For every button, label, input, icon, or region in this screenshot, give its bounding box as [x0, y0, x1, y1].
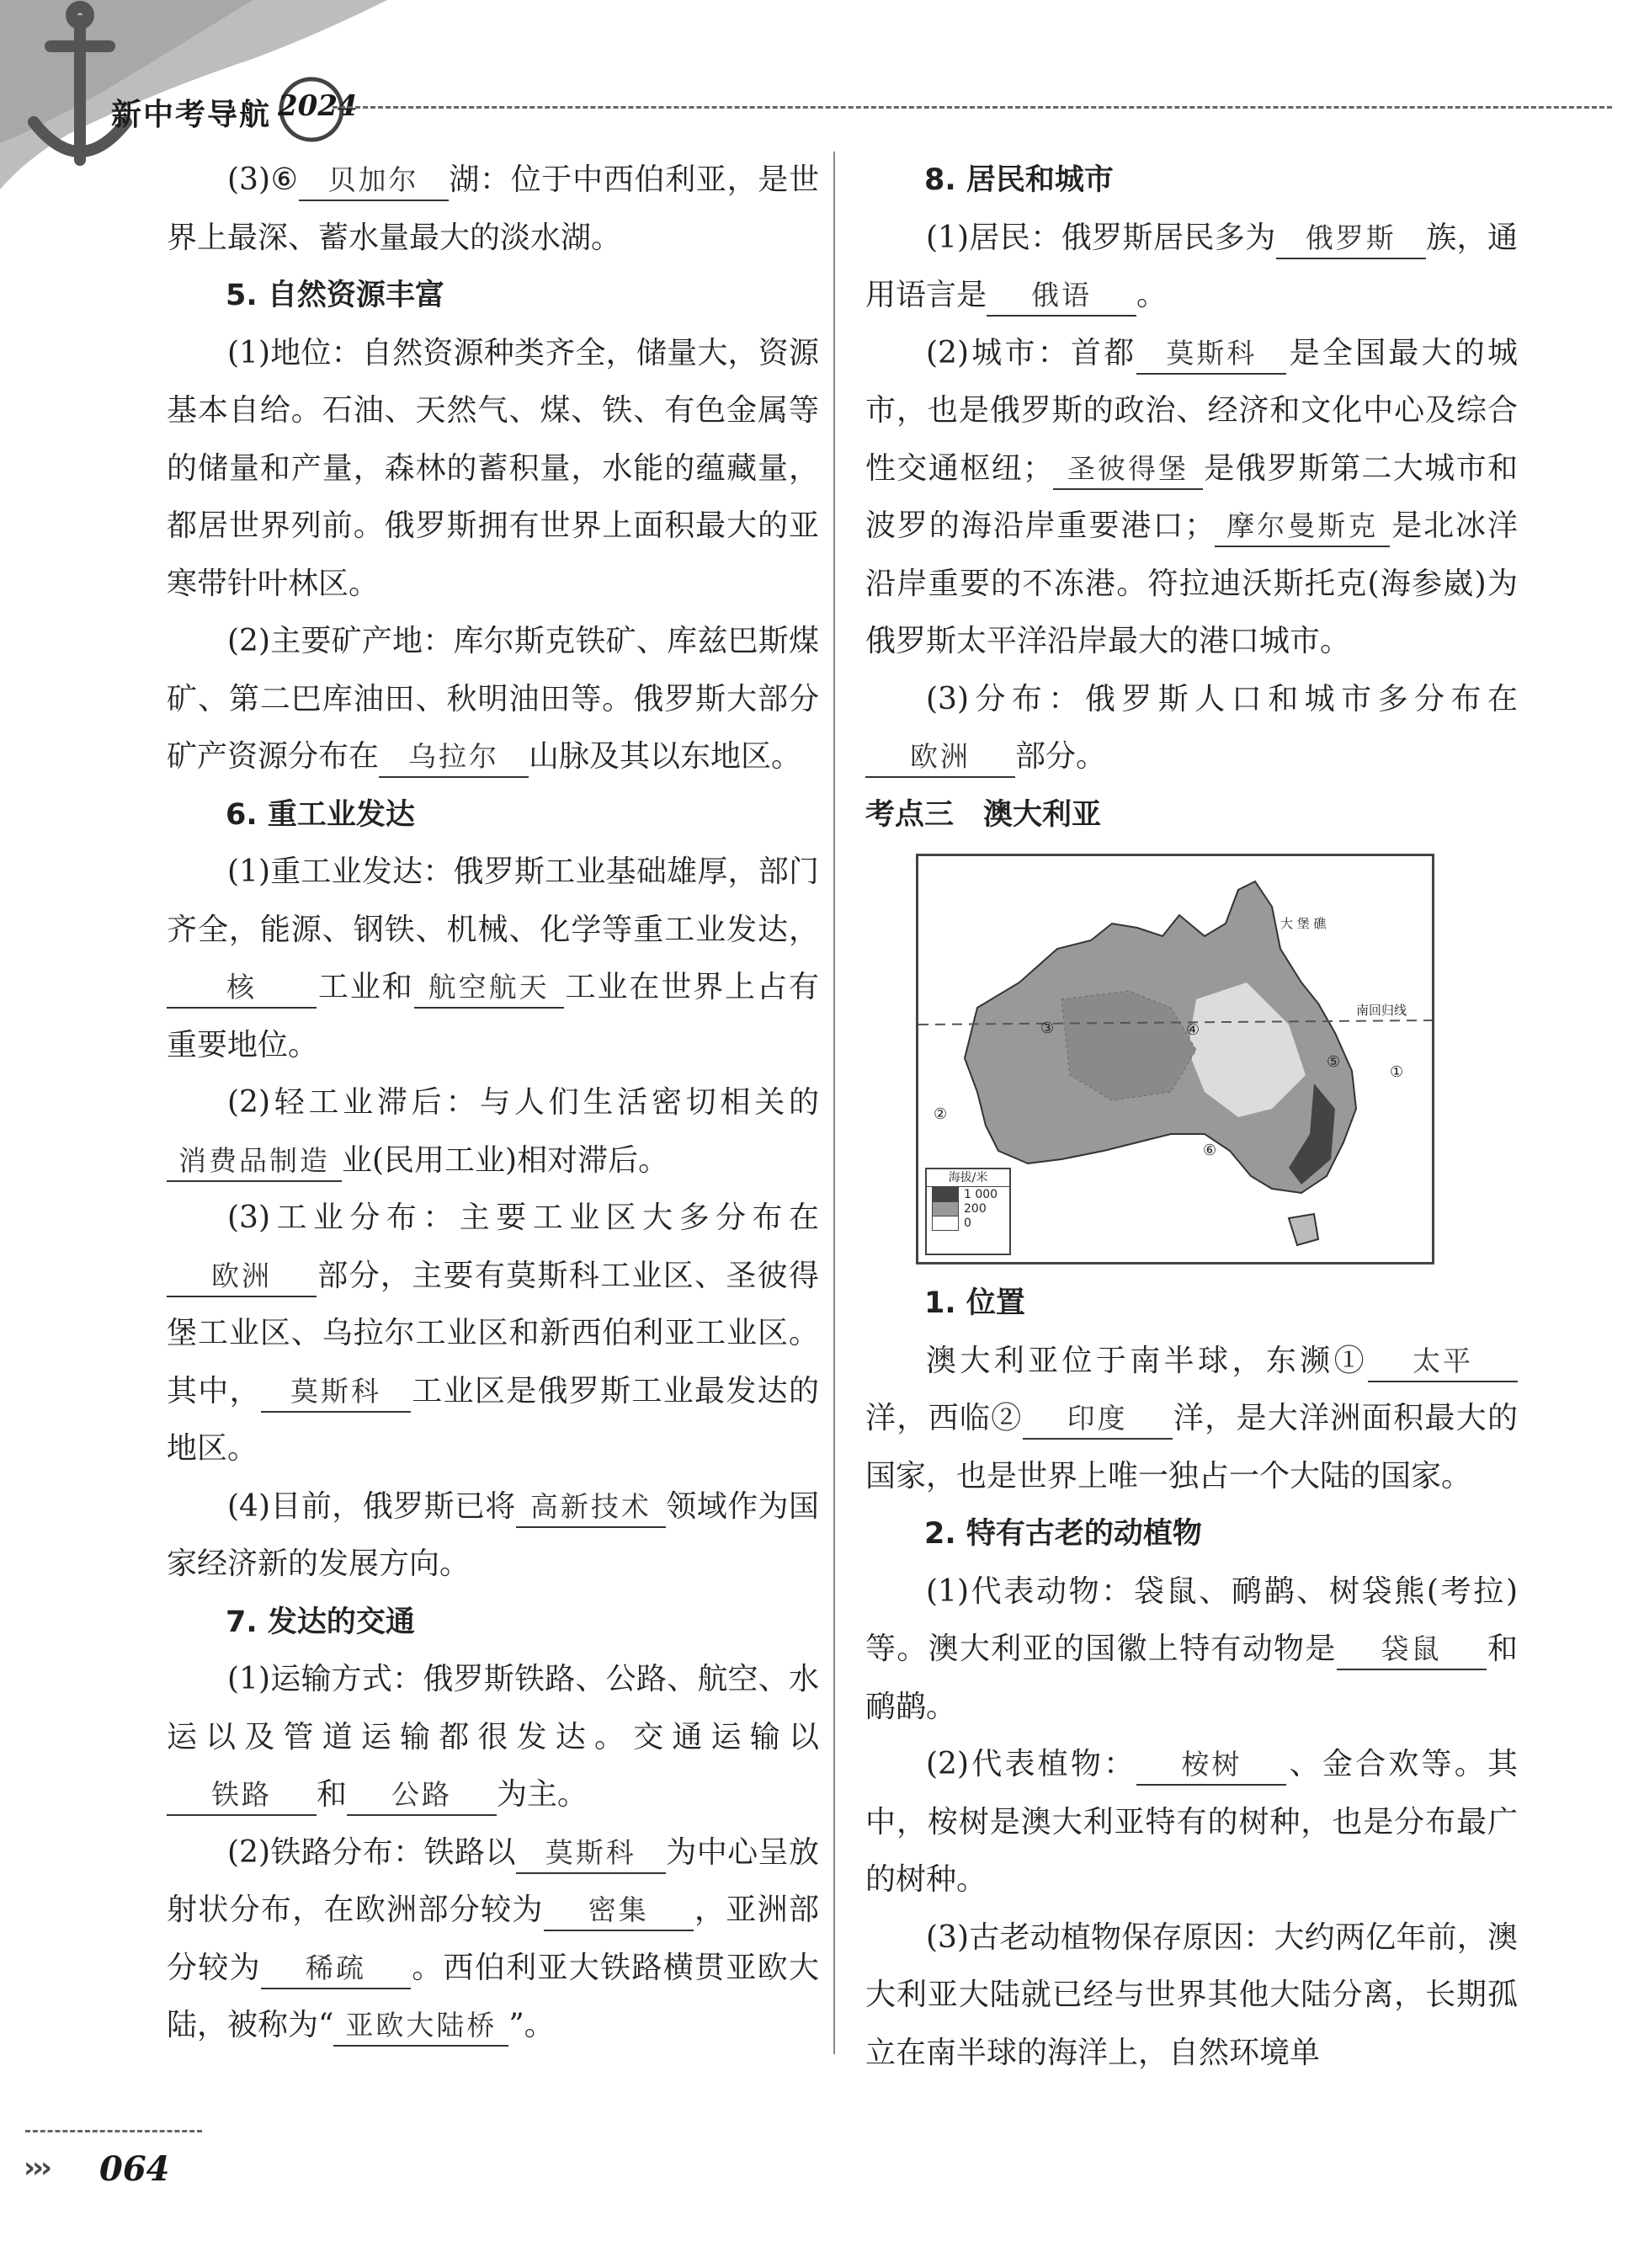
answer-blank: 贝加尔: [299, 161, 449, 201]
reef-label: 大 堡 礁: [1280, 916, 1327, 931]
cities-paragraph: (2)城市：首都 莫斯科 是全国最大的城市，也是俄罗斯的政治、经济和文化中心及综合性交通枢纽； 圣彼得堡 是俄罗斯第二大城市和波罗的海沿岸重要港口； 摩尔曼斯克 是北冰洋沿岸重要的不冻港。符拉迪沃斯托克(海参崴)为俄罗斯太平洋沿岸最大的港口城市。: [865, 335, 1518, 658]
transport-mode-paragraph: (1)运输方式：俄罗斯铁路、公路、航空、水运以及管道运输都很发达。交通运输以铁路 和 公路 为主。: [167, 1651, 819, 1824]
distribution-paragraph: (3)分布：俄罗斯人口和城市多分布在欧洲 部分。: [865, 671, 1518, 786]
tropic-label: 南回归线: [1356, 1003, 1407, 1018]
label-1: ①: [1390, 1063, 1404, 1081]
header-title: 新中考导航: [111, 98, 272, 132]
label-6: ⑥: [1203, 1142, 1217, 1159]
answer-blank: 桉树: [1136, 1745, 1286, 1786]
australia-map: [916, 854, 1434, 1264]
answer-blank: 欧洲: [865, 737, 1015, 778]
left-column: [167, 152, 819, 2055]
footer-arrows: ›››: [24, 2151, 50, 2185]
location-paragraph: 澳大利亚位于南半球，东濒① 太平洋，西临② 印度 洋，是大洋洲面积最大的国家，也是世界上唯一独占一个大陆的国家。: [865, 1343, 1518, 1493]
answer-blank: 印度: [1023, 1399, 1173, 1440]
preservation-paragraph: (3)古老动植物保存原因：大约两亿年前，澳大利亚大陆就已经与世界其他大陆分离，长期孤立在南半球的海洋上，自然环境单: [865, 1919, 1518, 2070]
light-industry-paragraph: (2)轻工业滞后：与人们生活密切相关的消费品制造 业(民用工业)相对滞后。: [167, 1074, 819, 1190]
label-2: ②: [934, 1105, 948, 1123]
header-year: 2024: [278, 89, 358, 123]
answer-blank: 俄语: [987, 276, 1136, 317]
answer-blank: 乌拉尔: [379, 737, 529, 778]
answer-blank: 公路: [347, 1776, 497, 1816]
right-column: [865, 152, 1518, 2082]
answer-blank: 消费品制造: [167, 1142, 342, 1182]
answer-blank: 袋鼠: [1337, 1630, 1487, 1670]
tasmania-island: [1289, 1214, 1318, 1245]
column-divider: [833, 152, 835, 2054]
heavy-industry-paragraph: (1)重工业发达：俄罗斯工业基础雄厚，部门齐全，能源、钢铁、机械、化学等重工业发达，核 工业和 航空航天 工业在世界上占有重要地位。: [167, 854, 819, 1062]
railway-paragraph: (2)铁路分布：铁路以 莫斯科 为中心呈放射状分布，在欧洲部分较为 密集 ，亚洲部分较为 稀疏 。西伯利亚大铁路横贯亚欧大陆，被称为“ 亚欧大陆桥 ”。: [167, 1824, 819, 2055]
answer-blank: 圣彼得堡: [1053, 450, 1203, 490]
answer-blank: 高新技术: [516, 1488, 666, 1528]
footer-divider: [25, 2130, 202, 2132]
residents-paragraph: (1)居民：俄罗斯居民多为 俄罗斯 族，通用语言是 俄语 。: [865, 210, 1518, 325]
answer-blank: 密集: [544, 1891, 694, 1931]
industry-distribution-paragraph: (3)工业分布：主要工业区大多分布在欧洲 部分，主要有莫斯科工业区、圣彼得堡工业区、乌拉尔工业区和新西伯利亚工业区。其中， 莫斯科 工业区是俄罗斯工业最发达的地区。: [167, 1201, 819, 1466]
heading-location: 1. 位置: [924, 1286, 1025, 1320]
resources-position-paragraph: (1)地位：自然资源种类齐全，储量大，资源基本自给。石油、天然气、煤、铁、有色金属等的储量和产量，森林的蓄积量，水能的蕴藏量，都居世界列前。俄罗斯拥有世界上面积最大的亚寒带针叶林区。: [167, 335, 819, 601]
heading-transport: 7. 发达的交通: [226, 1605, 415, 1639]
answer-blank: 莫斯科: [516, 1834, 666, 1874]
answer-blank: 莫斯科: [261, 1372, 411, 1413]
answer-blank: 欧洲: [167, 1257, 317, 1297]
answer-blank: 铁路: [167, 1776, 317, 1816]
header-divider: [333, 106, 1612, 109]
answer-blank: 航空航天: [414, 968, 564, 1009]
heading-flora-fauna: 2. 特有古老的动植物: [924, 1517, 1202, 1551]
high-tech-paragraph: (4)目前，俄罗斯已将 高新技术 领域作为国家经济新的发展方向。: [167, 1488, 819, 1581]
animals-paragraph: (1)代表动物：袋鼠、鸸鹋、树袋熊(考拉)等。澳大利亚的国徽上特有动物是 袋鼠 和鸸鹋。: [865, 1573, 1518, 1724]
answer-blank: 亚欧大陆桥: [333, 2006, 508, 2047]
lake-paragraph: (3)⑥ 贝加尔 湖：位于中西伯利亚，是世界上最深、蓄水量最大的淡水湖。: [167, 162, 819, 255]
answer-blank: 核: [167, 968, 317, 1009]
section-title-australia: 考点三 澳大利亚: [865, 797, 1102, 832]
page-number: 064: [99, 2149, 170, 2189]
answer-blank: 俄罗斯: [1276, 219, 1426, 259]
plants-paragraph: (2)代表植物： 桉树 、金合欢等。其中，桉树是澳大利亚特有的树种，也是分布最广的树种。: [865, 1747, 1518, 1897]
label-5: ⑤: [1327, 1053, 1341, 1071]
answer-blank: 莫斯科: [1136, 334, 1286, 375]
label-3: ③: [1040, 1020, 1055, 1037]
label-4: ④: [1186, 1021, 1200, 1039]
minerals-paragraph: (2)主要矿产地：库尔斯克铁矿、库兹巴斯煤矿、第二巴库油田、秋明油田等。俄罗斯大部分矿产资源分布在 乌拉尔 山脉及其以东地区。: [167, 613, 819, 786]
answer-blank: 太平: [1368, 1342, 1518, 1382]
answer-blank: 稀疏: [261, 1949, 411, 1989]
answer-blank: 摩尔曼斯克: [1215, 507, 1390, 547]
heading-heavy-industry: 6. 重工业发达: [226, 797, 415, 832]
elevation-legend: 海拔/米 1 000 200 0: [925, 1168, 1011, 1255]
heading-population-cities: 8. 居民和城市: [924, 163, 1114, 197]
heading-natural-resources: 5. 自然资源丰富: [226, 279, 444, 312]
